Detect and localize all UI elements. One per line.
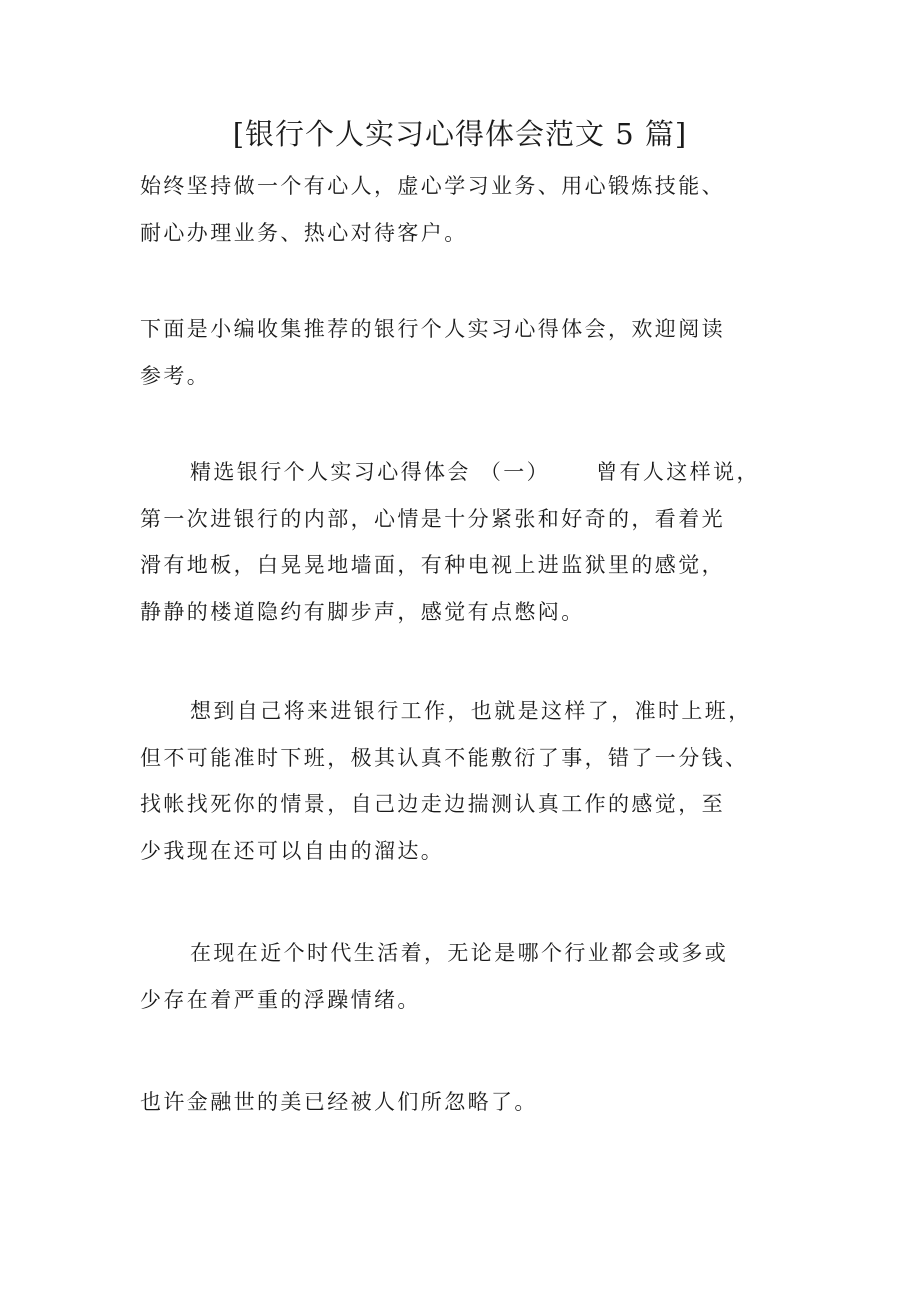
text-line [140, 688, 780, 735]
text-line: 第一次进银行的内部，心情是十分紧张和好奇的，看着光 [140, 506, 725, 531]
paragraph-intro [140, 163, 780, 256]
document-title: [银行个人实习心得体会范文 5 篇] [232, 117, 688, 151]
text-line: 静静的楼道隐约有脚步声，感觉有点憋闷。 [140, 599, 585, 624]
paragraph-era [140, 930, 780, 1023]
text-line: 耐心办理业务、热心对待客户。 [140, 220, 468, 245]
paragraph-finance [140, 1079, 780, 1126]
text-line: 始终坚持做一个有心人，虚心学习业务、用心锻炼技能、 [140, 174, 725, 198]
text-fragment: 在现在近个时代生活着，无论是哪个行业都会或多或 [190, 941, 729, 965]
section-heading: 精选银行个人实习心得体会 （一） [190, 460, 551, 484]
text-line: 下面是小编收集推荐的银行个人实习心得体会，欢迎阅读 [140, 317, 725, 341]
text-fragment: 想到自己将来进银行工作，也就是这样了，准时上班， [190, 699, 752, 723]
text-line: 少我现在还可以自由的溜达。 [140, 838, 445, 863]
paragraph-future-work [140, 688, 780, 874]
text-line: 但不可能准时下班，极其认真不能敷衍了事，错了一分钱、 [140, 745, 749, 770]
text-line: 滑有地板，白晃晃地墙面，有种电视上进监狱里的感觉， [140, 553, 725, 577]
text-line [140, 449, 780, 496]
text-line [140, 930, 780, 977]
paragraph-first-visit [140, 449, 780, 635]
text-line: 找帐找死你的情景，自己边走边揣测认真工作的感觉，至 [140, 792, 725, 816]
paragraph-recommend [140, 306, 780, 399]
text-fragment: 曾有人这样说， [596, 460, 760, 484]
text-line: 少存在着严重的浮躁情绪。 [140, 987, 421, 1012]
text-line: 也许金融世的美已经被人们所忽略了。 [140, 1090, 538, 1114]
text-line: 参考。 [140, 363, 211, 388]
